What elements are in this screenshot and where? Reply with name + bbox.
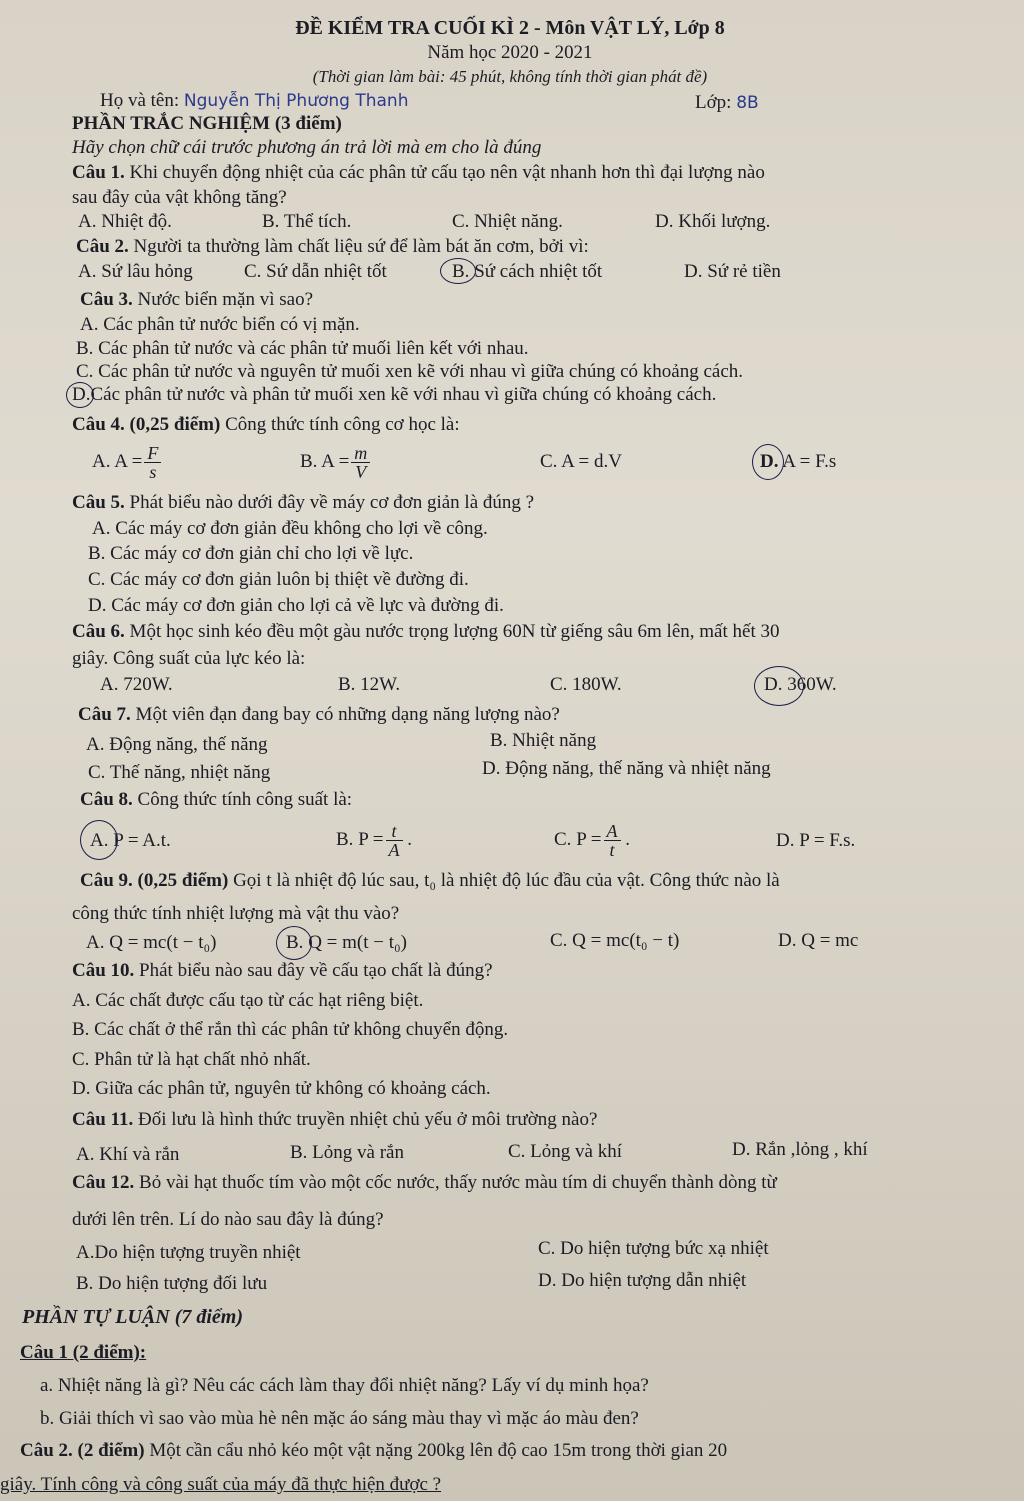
name-label: Họ và tên: xyxy=(100,90,180,111)
q8-a-letter: A. xyxy=(90,830,109,851)
q9-label: Câu 9. xyxy=(80,870,133,891)
q1-stem xyxy=(72,162,765,184)
q12-option-a: A.Do hiện tượng truyền nhiệt xyxy=(76,1242,301,1263)
q4-label: Câu 4. xyxy=(72,414,125,435)
q3-stem xyxy=(80,289,313,311)
q4-b-lhs: A = xyxy=(321,451,350,472)
q5-option-b: B. Các máy cơ đơn giản chỉ cho lợi về lực. xyxy=(88,543,414,564)
q10-stem xyxy=(72,960,493,982)
q11-label: Câu 11. xyxy=(72,1109,134,1130)
q7-option-c: C. Thế năng, nhiệt năng xyxy=(88,762,271,783)
q2-text: Người ta thường làm chất liệu sứ để làm bát ăn cơm, bởi vì: xyxy=(133,236,589,257)
q4-a-fraction xyxy=(144,444,161,481)
q8-b-letter: B. xyxy=(336,829,354,850)
q4-a-num: F xyxy=(144,444,161,463)
school-year: Năm học 2020 - 2021 xyxy=(427,42,593,63)
q3-option-c: C. Các phân tử nước và nguyên tử muối xen kẽ với nhau vì giữa chúng có khoảng cách. xyxy=(76,361,744,382)
q10-option-c: C. Phân tử là hạt chất nhỏ nhất. xyxy=(72,1049,311,1070)
essay-q2-points: (2 điểm) xyxy=(77,1440,145,1461)
class-row xyxy=(695,92,759,114)
q10-option-a: A. Các chất được cấu tạo từ các hạt riêng biệt. xyxy=(72,990,424,1011)
q8-option-d: D. P = F.s. xyxy=(776,830,856,851)
q11-text: Đối lưu là hình thức truyền nhiệt chủ yếu ở môi trường nào? xyxy=(138,1109,598,1130)
q8-b-num: t xyxy=(386,822,403,841)
q9-text: Gọi t là nhiệt độ lúc sau, t₀ là nhiệt độ lúc đầu của vật. Công thức nào là xyxy=(233,870,780,891)
q8-b-fraction xyxy=(386,822,403,859)
q2-option-b-text: Sứ cách nhiệt tốt xyxy=(474,261,603,282)
q2-option-d: D. Sứ rẻ tiền xyxy=(684,261,781,282)
q11-option-b: B. Lỏng và rắn xyxy=(290,1142,404,1163)
q9-b-text: Q = m(t − t₀) xyxy=(308,932,407,953)
q1-stem2: sau đây của vật không tăng? xyxy=(72,187,287,208)
q5-option-d: D. Các máy cơ đơn giản cho lợi cả về lực và đường đi. xyxy=(88,595,504,616)
name-handwritten: Nguyễn Thị Phương Thanh xyxy=(183,91,409,111)
q11-option-a: A. Khí và rắn xyxy=(76,1144,180,1165)
essay-q2-stem2: giây. Tính công và công suất của máy đã thực hiện được ? xyxy=(0,1474,442,1495)
q5-option-a: A. Các máy cơ đơn giản đều không cho lợi về công. xyxy=(92,518,488,539)
class-label: Lớp: xyxy=(695,92,732,113)
q6-option-b: B. 12W. xyxy=(338,674,401,695)
q7-stem xyxy=(78,704,560,726)
q4-text: Công thức tính công cơ học là: xyxy=(225,414,460,435)
q1-option-a: A. Nhiệt độ. xyxy=(78,211,172,232)
q10-option-b: B. Các chất ở thể rắn thì các phân tử không chuyển động. xyxy=(72,1019,509,1040)
q3-option-d xyxy=(72,384,716,406)
q4-option-b xyxy=(300,440,370,484)
q6-stem2: giây. Công suất của lực kéo là: xyxy=(72,648,306,669)
q8-option-b: B. P = $\frac{t}{A}$ . xyxy=(336,821,413,861)
q7-text: Một viên đạn đang bay có những dạng năng lượng nào? xyxy=(135,704,560,725)
answer-circle-q3 xyxy=(66,382,94,408)
q4-a-den: s xyxy=(149,462,157,483)
q4-d-text: A = F.s xyxy=(782,451,837,472)
q5-stem xyxy=(72,492,534,514)
part2-title: PHẦN TỰ LUẬN (7 điểm) xyxy=(22,1306,244,1328)
q3-option-a: A. Các phân tử nước biển có vị mặn. xyxy=(80,314,360,335)
q4-d-letter: D. xyxy=(760,451,779,472)
q9-points: (0,25 điểm) xyxy=(137,870,229,891)
q10-label: Câu 10. xyxy=(72,960,135,981)
q4-option-c: C. A = d.V xyxy=(540,451,622,472)
q9-stem2: công thức tính nhiệt lượng mà vật thu vào? xyxy=(72,903,400,924)
essay-q1-b: b. Giải thích vì sao vào mùa hè nên mặc áo sáng màu thay vì mặc áo màu đen? xyxy=(40,1408,639,1429)
q5-text: Phát biểu nào dưới đây về máy cơ đơn giản là đúng ? xyxy=(129,492,535,513)
q8-stem xyxy=(80,789,352,811)
exam-title: ĐỀ KIỂM TRA CUỐI KÌ 2 - Môn VẬT LÝ, Lớp 8 xyxy=(295,17,725,39)
q8-c-den: t xyxy=(609,840,615,861)
q8-c-letter: C. xyxy=(554,829,572,850)
q3-option-b: B. Các phân tử nước và các phân tử muối liên kết với nhau. xyxy=(76,338,529,359)
q12-stem xyxy=(72,1172,777,1194)
q10-option-d: D. Giữa các phân tử, nguyên tử không có khoảng cách. xyxy=(72,1078,491,1099)
q1-option-c: C. Nhiệt năng. xyxy=(452,211,563,232)
q8-b-lhs: P = xyxy=(358,829,384,850)
q2-option-b-letter: B. xyxy=(452,261,470,282)
q11-stem xyxy=(72,1109,597,1131)
q8-a-text: P = A.t. xyxy=(113,830,171,851)
essay-q2-text: Một cần cẩu nhỏ kéo một vật nặng 200kg lên độ cao 15m trong thời gian 20 xyxy=(149,1440,728,1461)
q6-stem xyxy=(72,621,779,643)
q1-text: Khi chuyển động nhiệt của các phân tử cấu tạo nên vật nhanh hơn thì đại lượng nào xyxy=(129,162,765,183)
q7-label: Câu 7. xyxy=(78,704,131,725)
answer-circle-q8 xyxy=(80,820,118,860)
part1-title: PHẦN TRẮC NGHIỆM (3 điểm) xyxy=(72,113,342,134)
q12-option-d: D. Do hiện tượng dẫn nhiệt xyxy=(538,1270,747,1291)
answer-circle-q9 xyxy=(276,926,312,960)
q4-points: (0,25 điểm) xyxy=(129,414,221,435)
q12-option-b: B. Do hiện tượng đối lưu xyxy=(76,1273,268,1294)
q11-option-c: C. Lỏng và khí xyxy=(508,1141,622,1162)
answer-circle-q4 xyxy=(752,444,784,480)
q8-text: Công thức tính công suất là: xyxy=(137,789,353,810)
q2-label: Câu 2. xyxy=(76,236,129,257)
q9-b-letter: B. xyxy=(286,932,304,953)
q3-option-d-text: Các phân tử nước và phân tử muối xen kẽ với nhau vì giữa chúng có khoảng cách. xyxy=(90,384,717,405)
q4-a-lhs: A = xyxy=(114,451,143,472)
q9-stem xyxy=(80,870,780,892)
q10-text: Phát biểu nào sau đây về cấu tạo chất là đúng? xyxy=(139,960,493,981)
q7-option-a: A. Động năng, thế năng xyxy=(86,734,268,755)
q8-option-c: C. P = $\frac{A}{t}$ . xyxy=(554,821,631,861)
essay-q2-stem xyxy=(20,1440,727,1462)
part1-instruction: Hãy chọn chữ cái trước phương án trả lời mà em cho là đúng xyxy=(72,137,542,158)
q7-option-d: D. Động năng, thế năng và nhiệt năng xyxy=(482,758,771,779)
q8-c-fraction xyxy=(604,822,621,859)
q9-option-c: C. Q = mc(t₀ − t) xyxy=(550,930,680,951)
q1-option-d: D. Khối lượng. xyxy=(655,211,771,232)
q8-b-den: A xyxy=(388,840,400,861)
essay-q2-label: Câu 2. xyxy=(20,1440,73,1461)
q4-b-num: m xyxy=(351,444,370,463)
q5-option-c: C. Các máy cơ đơn giản luôn bị thiệt về đường đi. xyxy=(88,569,469,590)
q12-stem2: dưới lên trên. Lí do nào sau đây là đúng? xyxy=(72,1209,384,1230)
essay-q1-a: a. Nhiệt năng là gì? Nêu các cách làm thay đổi nhiệt năng? Lấy ví dụ minh họa? xyxy=(40,1375,649,1396)
q8-c-num: A xyxy=(604,822,621,841)
q3-label: Câu 3. xyxy=(80,289,133,310)
answer-circle-q6 xyxy=(754,666,804,706)
q2-option-a: A. Sứ lâu hỏng xyxy=(78,261,193,282)
q12-text: Bỏ vài hạt thuốc tím vào một cốc nước, thấy nước màu tím di chuyển thành dòng từ xyxy=(139,1172,777,1193)
q6-d-letter: D. xyxy=(764,674,783,695)
q2-stem xyxy=(76,236,589,258)
q3-option-d-letter: D. xyxy=(72,384,91,405)
q7-option-b: B. Nhiệt năng xyxy=(490,730,597,751)
q4-b-fraction xyxy=(351,444,370,481)
q9-option-d: D. Q = mc xyxy=(778,930,859,951)
q6-text: Một học sinh kéo đều một gàu nước trọng lượng 60N từ giếng sâu 6m lên, mất hết 30 xyxy=(129,621,780,642)
q1-option-b: B. Thể tích. xyxy=(262,211,352,232)
q11-option-d: D. Rắn ,lỏng , khí xyxy=(732,1139,868,1160)
q4-b-letter: B. xyxy=(300,451,318,472)
q9-option-a: A. Q = mc(t − t₀) xyxy=(86,932,217,953)
q4-option-a xyxy=(92,440,161,484)
q4-stem xyxy=(72,414,460,436)
q3-text: Nước biển mặn vì sao? xyxy=(137,289,314,310)
student-name-row xyxy=(100,90,408,112)
answer-circle-q2 xyxy=(440,258,476,284)
q2-option-c: C. Sứ dẫn nhiệt tốt xyxy=(244,261,387,282)
class-handwritten: 8B xyxy=(736,93,759,113)
q4-b-den: V xyxy=(355,462,367,483)
q6-d-text: 360W. xyxy=(787,674,837,695)
q6-label: Câu 6. xyxy=(72,621,125,642)
q12-option-c: C. Do hiện tượng bức xạ nhiệt xyxy=(538,1238,769,1259)
q4-a-letter: A. xyxy=(92,451,111,472)
q5-label: Câu 5. xyxy=(72,492,125,513)
q1-label: Câu 1. xyxy=(72,162,125,183)
q12-label: Câu 12. xyxy=(72,1172,135,1193)
q8-label: Câu 8. xyxy=(80,789,133,810)
q8-c-lhs: P = xyxy=(576,829,602,850)
essay-q1-label: Câu 1 (2 điểm): xyxy=(20,1342,147,1363)
exam-time: (Thời gian làm bài: 45 phút, không tính thời gian phát đề) xyxy=(312,67,708,86)
q6-option-a: A. 720W. xyxy=(100,674,173,695)
q6-option-c: C. 180W. xyxy=(550,674,622,695)
